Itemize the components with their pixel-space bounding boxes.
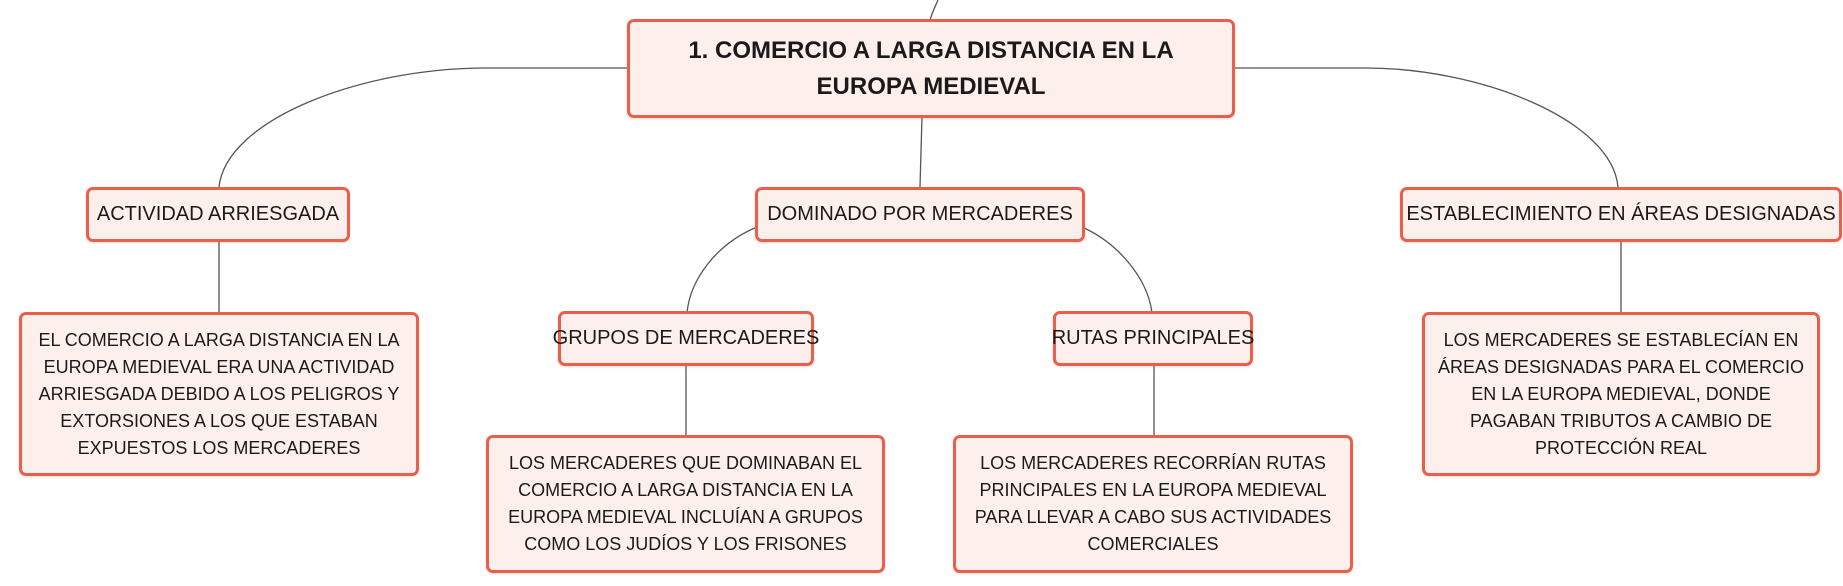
connector-dominado-to-rutas: [1082, 227, 1152, 313]
topic-label: ACTIVIDAD ARRIESGADA: [96, 203, 340, 225]
topic-actividad-arriesgada[interactable]: [86, 187, 350, 242]
leaf-grupos-de-mercaderes[interactable]: [486, 435, 885, 573]
topic-label: RUTAS PRINCIPALES: [1051, 327, 1255, 349]
topic-rutas-principales[interactable]: [1053, 311, 1253, 366]
leaf-text: LOS MERCADERES QUE DOMINABAN EL COMERCIO A LARGA DISTANCIA EN LA EUROPA MEDIEVAL INCLUÍAN A GRUPOS COMO LOS JUDÍOS Y LOS FRISONES: [508, 453, 863, 554]
topic-establecimiento-areas[interactable]: [1400, 187, 1842, 242]
connector-root-to-actividad: [219, 68, 629, 187]
leaf-actividad-arriesgada[interactable]: [19, 312, 419, 476]
connector-dominado-to-grupos: [687, 227, 757, 313]
leaf-rutas-principales[interactable]: [953, 435, 1353, 573]
root-topic-node[interactable]: [627, 19, 1235, 118]
topic-label: GRUPOS DE MERCADERES: [552, 327, 820, 349]
connector-parent: [930, 0, 938, 20]
topic-dominado-por-mercaderes[interactable]: [755, 187, 1085, 242]
topic-label: DOMINADO POR MERCADERES: [767, 203, 1073, 225]
leaf-establecimiento-areas[interactable]: [1422, 312, 1820, 476]
leaf-text: LOS MERCADERES RECORRÍAN RUTAS PRINCIPALES EN LA EUROPA MEDIEVAL PARA LLEVAR A CABO SUS ACTIVIDADES COMERCIALES: [974, 453, 1332, 554]
leaf-text: LOS MERCADERES SE ESTABLECÍAN EN ÁREAS DESIGNADAS PARA EL COMERCIO EN LA EUROPA MEDIEVAL, DONDE PAGABAN TRIBUTOS A CAMBIO DE PROTECCIÓN REAL: [1437, 329, 1805, 458]
connector-root-to-establecimiento: [1233, 68, 1618, 187]
root-topic-label: 1. COMERCIO A LARGA DISTANCIA EN LA EUROPA MEDIEVAL: [688, 36, 1174, 100]
connector-root-to-dominado: [920, 117, 922, 187]
topic-label: ESTABLECIMIENTO EN ÁREAS DESIGNADAS: [1406, 203, 1836, 225]
topic-grupos-de-mercaderes[interactable]: [552, 311, 820, 366]
leaf-text: EL COMERCIO A LARGA DISTANCIA EN LA EUROPA MEDIEVAL ERA UNA ACTIVIDAD ARRIESGADA DEBIDO A LOS PELIGROS Y EXTORSIONES A LOS QUE ESTABAN EXPUESTOS LOS MERCADERES: [38, 329, 400, 458]
